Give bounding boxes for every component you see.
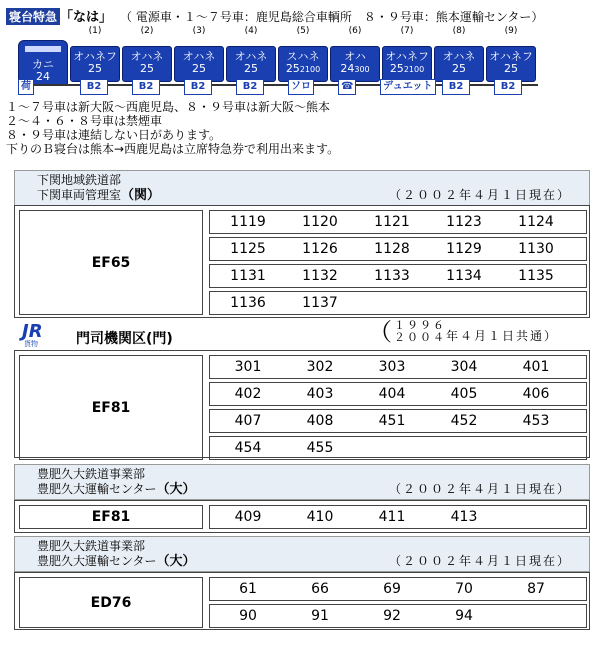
org-line2: 豊肥久大運輸センター: [37, 554, 157, 568]
facility-icon: B2: [494, 79, 522, 95]
depot-info: （ 電源車・１～７号車：鹿児島総合車輌所 ８・９号車：熊本運輸センター）: [126, 10, 544, 24]
car-number-cell: 1136: [230, 295, 266, 311]
locomotive-class: EF81: [19, 505, 203, 529]
car-9: [486, 46, 536, 82]
date-year-end: ２００４: [394, 331, 446, 344]
facility-icons: [18, 79, 538, 99]
car-number-cell: 1126: [302, 241, 338, 257]
car-number-cell: 413: [450, 509, 478, 525]
car-number-cell: 94: [455, 608, 473, 624]
car-series: 24300: [340, 61, 370, 75]
car-number-cell: 1121: [374, 214, 410, 230]
as-of-date: （２００２年４月１日現在）: [388, 554, 571, 568]
org-line1: 豊肥久大鉄道事業部: [37, 467, 146, 481]
car-4: [226, 46, 276, 82]
facility-icon: 荷: [18, 79, 34, 95]
car-series: 25: [192, 61, 206, 75]
note-line: ２～４・６・８号車は禁煙車: [6, 114, 163, 128]
car-series: 25: [452, 61, 466, 75]
car-3: [174, 46, 224, 82]
car-number-cell: 1134: [446, 268, 482, 284]
car-series: 25: [88, 61, 102, 75]
car-number-cell: 92: [383, 608, 401, 624]
roster-row: [209, 577, 587, 601]
jr-freight-logo: JR 貨物: [20, 321, 56, 347]
car-number-cell: 1129: [446, 241, 482, 257]
car-number-cell: 411: [378, 509, 406, 525]
org-line1: 豊肥久大鉄道事業部: [37, 539, 146, 553]
car-number-cell: 402: [234, 386, 262, 402]
car-number: (8): [452, 26, 466, 36]
car-number-cell: 451: [378, 413, 406, 429]
org-abbr: （大）: [156, 482, 196, 497]
car-7: [382, 46, 432, 82]
note-line: １～７号車は新大阪～西鹿児島、８・９号車は新大阪～熊本: [6, 100, 331, 114]
car-number-cell: 405: [450, 386, 478, 402]
section-header-shimonoseki: [14, 170, 590, 206]
car-number-cell: 1135: [518, 268, 554, 284]
org-abbr: （関）: [121, 188, 161, 203]
roster-table-ef81-oita: [14, 500, 590, 533]
car-number-row: [18, 26, 538, 40]
facility-icon: デュエット: [380, 79, 436, 95]
locomotive-class: EF81: [19, 355, 203, 460]
car-number-cell: 1132: [302, 268, 338, 284]
car-number-cell: 61: [239, 581, 257, 597]
power-car-label: カニ: [32, 58, 54, 71]
roster-row: [209, 355, 587, 379]
facility-icon: B2: [236, 79, 264, 95]
car-number-cell: 453: [522, 413, 550, 429]
roster-row: [209, 604, 587, 628]
train-type-label: 寝台特急: [6, 8, 60, 25]
org-line2: 下関車両管理室: [37, 188, 122, 202]
car-number-cell: 1119: [230, 214, 266, 230]
roster-row: [209, 505, 587, 529]
roster-row: [209, 382, 587, 406]
roster-table-ef81-moji: [14, 350, 590, 458]
car-series: 25: [140, 61, 154, 75]
car-type: オハネ: [234, 50, 268, 63]
car-type: オハネフ: [73, 50, 117, 63]
roster-table-ef65: [14, 205, 590, 318]
car-number-cell: 455: [306, 440, 334, 456]
section-header-hohi-2: [14, 536, 590, 572]
car-number-cell: 1131: [230, 268, 266, 284]
car-number: (3): [192, 26, 206, 36]
roster-table-ed76: [14, 572, 590, 630]
car-number-cell: 401: [522, 359, 550, 375]
org-line1: 下関地域鉄道部: [37, 173, 122, 187]
car-8: [434, 46, 484, 82]
facility-icon: ☎: [338, 79, 356, 95]
car-5: [278, 46, 328, 82]
car-number-cell: 69: [383, 581, 401, 597]
car-number-cell: 454: [234, 440, 262, 456]
car-series: 252100: [285, 61, 321, 75]
facility-icon: B2: [442, 79, 470, 95]
locomotive-class: EF65: [19, 210, 203, 315]
roster-row: [209, 210, 587, 234]
car-number-cell: 303: [378, 359, 406, 375]
car-number-cell: 452: [450, 413, 478, 429]
car-series: 25: [244, 61, 258, 75]
car-number-cell: 90: [239, 608, 257, 624]
car-type: オハネ: [130, 50, 164, 63]
org-abbr: （大）: [156, 554, 196, 569]
car-number-cell: 408: [306, 413, 334, 429]
car-1: [70, 46, 120, 82]
car-number-cell: 87: [527, 581, 545, 597]
roster-row: [209, 409, 587, 433]
train-name: 「なは」: [60, 10, 113, 25]
car-number-cell: 66: [311, 581, 329, 597]
section-header-moji: 門司機関区(門) （ １９９６ ２００４ 年４月１日共通）: [76, 318, 559, 347]
car-number-cell: 403: [306, 386, 334, 402]
car-number-cell: 406: [522, 386, 550, 402]
car-number-cell: 1137: [302, 295, 338, 311]
car-number-cell: 410: [306, 509, 334, 525]
car-number-cell: 407: [234, 413, 262, 429]
car-series: 252100: [389, 61, 425, 75]
car-number-cell: 404: [378, 386, 406, 402]
car-number-cell: 1123: [446, 214, 482, 230]
car-number-cell: 91: [311, 608, 329, 624]
train-header: [6, 6, 543, 25]
car-number: (4): [244, 26, 258, 36]
car-number-cell: 1125: [230, 241, 266, 257]
car-type: オハネフ: [385, 50, 429, 63]
note-line: ８・９号車は連結しない日があります。: [6, 128, 222, 142]
car-number: (6): [348, 26, 362, 36]
car-number-cell: 1130: [518, 241, 554, 257]
car-number: (9): [504, 26, 518, 36]
power-car-number: 24: [36, 69, 50, 83]
car-6: [330, 46, 380, 82]
car-number-cell: 70: [455, 581, 473, 597]
car-type: スハネ: [286, 50, 320, 63]
car-number-cell: 1128: [374, 241, 410, 257]
section-header-hohi-1: [14, 464, 590, 500]
car-type: オハネフ: [489, 50, 533, 63]
roster-row: [209, 436, 587, 460]
facility-icon: B2: [132, 79, 160, 95]
facility-icon: ソロ: [288, 79, 314, 95]
note-line: 下りのＢ寝台は熊本→西鹿児島は立席特急券で利用出来ます。: [6, 142, 340, 156]
car-number-cell: 1124: [518, 214, 554, 230]
date-suffix: 年４月１日共通）: [446, 329, 559, 343]
car-type: オハネ: [442, 50, 476, 63]
as-of-date: （２００２年４月１日現在）: [388, 188, 571, 202]
facility-icon: B2: [184, 79, 212, 95]
roster-row: [209, 291, 587, 315]
facility-icon: B2: [80, 79, 108, 95]
car-number: (5): [296, 26, 310, 36]
org-line2: 豊肥久大運輸センター: [37, 482, 157, 496]
car-number-cell: 1120: [302, 214, 338, 230]
car-number: (1): [88, 26, 102, 36]
car-2: [122, 46, 172, 82]
org-name: 門司機関区(門): [76, 331, 173, 347]
roster-row: [209, 237, 587, 261]
car-number-cell: 301: [234, 359, 262, 375]
car-series: 25: [504, 61, 518, 75]
car-type: オハ: [344, 50, 366, 63]
car-number-cell: 302: [306, 359, 334, 375]
as-of-date: （２００２年４月１日現在）: [388, 482, 571, 496]
car-type: オハネ: [182, 50, 216, 63]
notes: [6, 100, 339, 156]
car-number: (7): [400, 26, 414, 36]
date-year-start: １９９６: [394, 319, 446, 332]
car-number-cell: 409: [234, 509, 262, 525]
roster-row: [209, 264, 587, 288]
car-number: (2): [140, 26, 154, 36]
locomotive-class: ED76: [19, 577, 203, 628]
car-number-cell: 1133: [374, 268, 410, 284]
car-number-cell: 304: [450, 359, 478, 375]
